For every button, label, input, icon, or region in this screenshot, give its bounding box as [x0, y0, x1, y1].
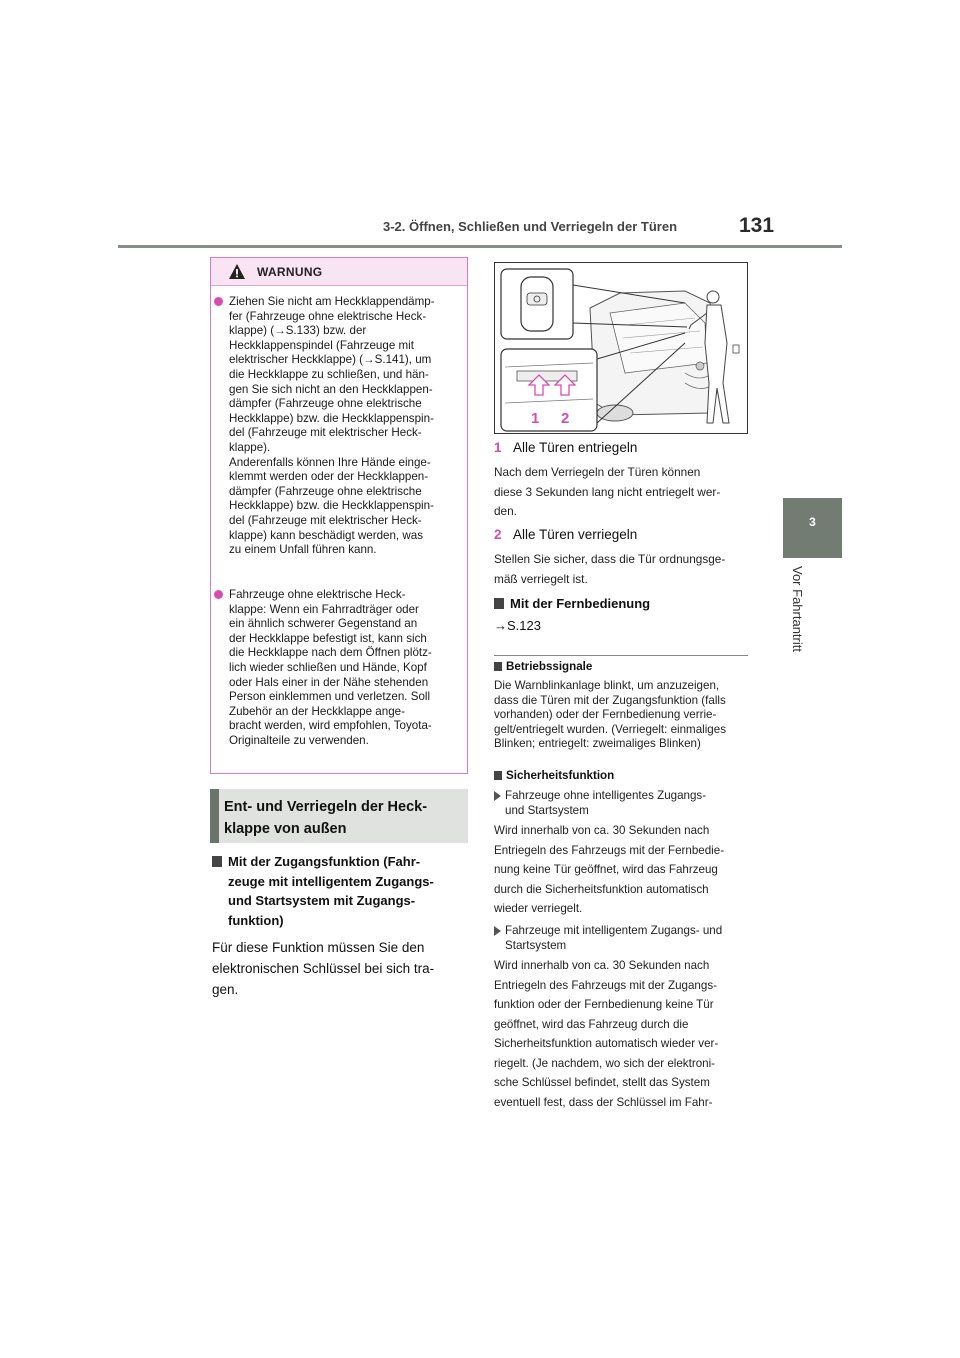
- case-body-line: Wird innerhalb von ca. 30 Sekunden nach: [494, 824, 710, 837]
- security-case-1-body: [494, 821, 754, 919]
- access-function-subsection: [212, 852, 470, 1000]
- warning-triangle-icon: [228, 263, 246, 280]
- chapter-tab: [783, 498, 842, 558]
- warning-header: [211, 258, 467, 286]
- subsection-title-line: funktion): [228, 912, 284, 928]
- warning-text-line: elektrischer Heckklappe) (→S.141), um: [229, 353, 432, 367]
- triangle-bullet-icon: [494, 926, 501, 936]
- case-body-line: Entriegeln des Fahrzeugs mit der Fernbedie-: [494, 843, 725, 857]
- section-heading-line: Ent- und Verriegeln der Heck-: [224, 799, 428, 815]
- step-label: Alle Türen verriegeln: [513, 527, 638, 542]
- warning-text-line: Heckklappe) bzw. die Heckklappenspin-: [229, 411, 434, 425]
- case-heading-line: Fahrzeuge ohne intelligentes Zugangs-: [505, 789, 707, 802]
- security-title-text: Sicherheitsfunktion: [506, 769, 615, 782]
- square-bullet-icon: [212, 856, 222, 867]
- signals-text-line: Die Warnblinkanlage blinkt, um anzuzeigen,: [494, 679, 720, 692]
- signals-body: [494, 679, 752, 752]
- signals-text-line: gelt/entriegelt wurden. (Verriegelt: einmaliges: [494, 722, 726, 736]
- warning-text-line: Heckklappe) bzw. die Heckklappenspin-: [229, 499, 434, 513]
- warning-text-line: klappe) kann beschädigt werden, was: [229, 528, 423, 542]
- warning-text-line: gen Sie sich nicht an den Heckklappen-: [229, 382, 433, 396]
- security-case-2-body: [494, 956, 754, 1112]
- step-description-line: den.: [494, 504, 517, 518]
- illustration-label-1: 1: [531, 410, 540, 427]
- step-description-line: mäß verriegelt ist.: [494, 571, 588, 586]
- case-body-line: Wird innerhalb von ca. 30 Sekunden nach: [494, 959, 710, 972]
- signals-text-line: dass die Türen mit der Zugangsfunktion (falls: [494, 693, 726, 707]
- warning-text-line: der Heckklappe befestigt ist, kann sich: [229, 631, 427, 645]
- chapter-tab-label: Vor Fahrtantritt: [790, 566, 805, 652]
- section-divider: [494, 655, 748, 656]
- warning-text-line: zu einem Unfall führen kann.: [229, 543, 377, 557]
- case-body-line: wieder verriegelt.: [494, 902, 583, 915]
- warning-text-line: lich wieder schließen und Hände, Kopf: [229, 660, 427, 674]
- warning-text-line: del (Fahrzeuge mit elektrischer Heck-: [229, 426, 422, 440]
- step-lock: [494, 527, 637, 542]
- warning-text-line: klappe) (→S.133) bzw. der: [229, 324, 367, 338]
- case-heading-line: Fahrzeuge mit intelligentem Zugangs- und: [505, 924, 723, 937]
- signals-text-line: Blinken; entriegelt: zweimaliges Blinken): [494, 737, 701, 751]
- warning-text-line: Anderenfalls können Ihre Hände einge-: [229, 455, 431, 469]
- step-description-line: Stellen Sie sicher, dass die Tür ordnungsge-: [494, 552, 726, 566]
- warning-text-line: Ziehen Sie nicht am Heckklappendämp-: [229, 295, 435, 308]
- step-description: [494, 550, 754, 589]
- warning-text-line: ein ähnlich schwerer Gegenstand an: [229, 617, 418, 631]
- case-body-line: sche Schlüssel befindet, stellt das System: [494, 1076, 710, 1089]
- warning-text-line: Heckklappenspindel (Fahrzeuge mit: [229, 338, 414, 352]
- subsection-body-line: gen.: [212, 982, 239, 997]
- warning-text-line: klappe).: [229, 440, 271, 454]
- square-bullet-icon: [494, 598, 504, 609]
- tailgate-illustration: [494, 262, 748, 434]
- warning-text-line: bracht werden, wird empfohlen, Toyota-: [229, 719, 432, 733]
- illustration-label-2: 2: [561, 410, 570, 427]
- case-body-line: funktion oder der Fernbedienung keine Tür: [494, 998, 714, 1011]
- square-bullet-icon: [494, 662, 502, 671]
- triangle-bullet-icon: [494, 791, 501, 801]
- step-number: 2: [494, 527, 502, 542]
- step-description: [494, 463, 754, 522]
- section-heading: [210, 789, 468, 843]
- warning-text-line: dämpfer (Fahrzeuge ohne elektrische: [229, 397, 422, 411]
- case-body-line: geöffnet, wird das Fahrzeug durch die: [494, 1017, 689, 1031]
- signals-title: [494, 660, 592, 673]
- case-body-line: durch die Sicherheitsfunktion automatisch: [494, 882, 709, 896]
- subsection-title-text: Mit der Zugangsfunktion (Fahr-: [228, 854, 421, 869]
- warning-text-line: Person einklemmen und verletzen. Soll: [229, 690, 431, 704]
- subsection-body: [212, 937, 470, 1000]
- warning-text-line: del (Fahrzeuge mit elektrischer Heck-: [229, 513, 422, 527]
- warning-text-line: dämpfer (Fahrzeuge ohne elektrische: [229, 484, 422, 498]
- step-label: Alle Türen entriegeln: [513, 440, 638, 455]
- security-title: [494, 769, 614, 782]
- warning-title: WARNUNG: [257, 265, 323, 279]
- bullet-dot-icon: [214, 297, 223, 306]
- subsection-body-line: elektronischen Schlüssel bei sich tra-: [212, 961, 435, 976]
- step-number: 1: [494, 440, 502, 455]
- warning-text-line: oder Hals einer in der Nähe stehenden: [229, 675, 429, 689]
- warning-box: [210, 257, 468, 774]
- case-heading-line: Startsystem: [505, 938, 567, 952]
- remote-title-text: Mit der Fernbedienung: [510, 596, 651, 611]
- square-bullet-icon: [494, 771, 502, 780]
- subsection-body-line: Für diese Funktion müssen Sie den: [212, 940, 425, 955]
- warning-text-line: fer (Fahrzeuge ohne elektrische Heck-: [229, 309, 427, 323]
- page-reference: →S.123: [494, 618, 541, 633]
- warning-item: [211, 295, 467, 585]
- warning-text-line: klemmt werden oder der Heckklappen-: [229, 470, 429, 484]
- chapter-title: 3-2. Öffnen, Schließen und Verriegeln der Türen: [383, 219, 678, 234]
- subsection-title-line: und Startsystem mit Zugangs-: [228, 893, 416, 908]
- subsection-title: [212, 852, 470, 930]
- warning-text-line: Zubehör an der Heckklappe ange-: [229, 704, 405, 718]
- case-body-line: eventuell fest, dass der Schlüssel im Fahr-: [494, 1095, 713, 1109]
- page-number: 131: [739, 214, 775, 237]
- case-body-line: Entriegeln des Fahrzeugs mit der Zugangs-: [494, 978, 717, 992]
- step-description-line: diese 3 Sekunden lang nicht entriegelt wer-: [494, 484, 721, 499]
- warning-text-line: Fahrzeuge ohne elektrische Heck-: [229, 588, 406, 601]
- header-divider: [118, 245, 842, 248]
- section-heading-line: klappe von außen: [224, 821, 347, 837]
- warning-text-line: klappe: Wenn ein Fahrradträger oder: [229, 602, 419, 616]
- case-body-line: nung keine Tür geöffnet, wird das Fahrzeug: [494, 863, 718, 876]
- warning-text-line: die Heckklappe zu schließen, und hän-: [229, 367, 429, 381]
- chapter-tab-number: 3: [809, 515, 816, 529]
- subsection-title-line: [212, 852, 470, 872]
- signals-text-line: vorhanden) oder der Fernbedienung verrie-: [494, 708, 717, 722]
- signals-title-text: Betriebssignale: [506, 660, 593, 673]
- tailgate-drawing: [495, 263, 748, 434]
- bullet-dot-icon: [214, 590, 223, 599]
- case-body-line: riegelt. (Je nachdem, wo sich der elektroni-: [494, 1056, 716, 1070]
- subsection-title-line: zeuge mit intelligentem Zugangs-: [228, 873, 434, 889]
- section-heading-text: [224, 796, 427, 840]
- step-description-line: Nach dem Verriegeln der Türen können: [494, 465, 701, 479]
- case-heading-line: und Startsystem: [505, 803, 589, 817]
- warning-text-line: Originalteile zu verwenden.: [229, 733, 369, 747]
- section-heading-accent: [210, 789, 219, 843]
- step-unlock: [494, 440, 637, 455]
- warning-text-line: die Heckklappe nach dem Öffnen plötz-: [229, 646, 432, 660]
- case-body-line: Sicherheitsfunktion automatisch wieder ver-: [494, 1037, 719, 1050]
- remote-subsection-title: [494, 596, 650, 611]
